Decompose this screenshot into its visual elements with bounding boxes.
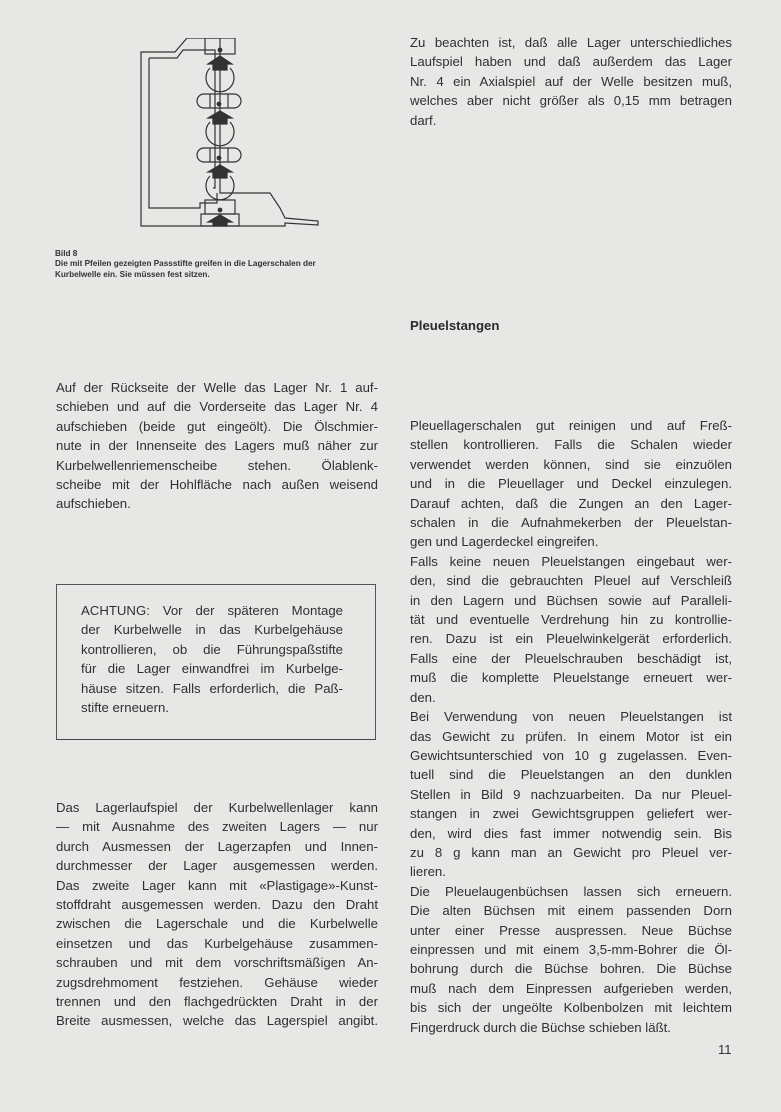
text-line: den, sind die gebrauchten Pleuel auf Verschleiß [410, 573, 732, 589]
text-line: nute in der Innenseite des Lagers muß näher zur [56, 438, 378, 454]
warning-note-text [81, 601, 343, 717]
text-line: das Gewicht zu prüfen. In einem Motor ist ein [410, 728, 732, 744]
text-line: Darauf achten, daß die Zungen an den Lager- [410, 495, 732, 511]
text-line: tuell sind die Pleuelstangen an den dunklen [410, 767, 732, 783]
text-line: — mit Ausnahme des zweiten Lagers — nur [56, 819, 378, 835]
text-line: Das zweite Lager kann mit «Plastigage»-Kunst- [56, 877, 378, 893]
text-line: Die Pleuelaugenbüchsen lassen sich erneuern. [410, 883, 732, 899]
figure-caption [55, 249, 385, 280]
text-line: kontrollieren, ob die Führungspaßstifte [81, 641, 343, 657]
text-line: Stellen in Bild 9 nachzuarbeiten. Da nur Pleuel- [410, 786, 732, 802]
text-line: Kurbelwellenriemenscheibe stehen. Ölablenk- [56, 457, 378, 473]
text-line: darf. [410, 112, 437, 128]
text-line: Die alten Büchsen mit einem passenden Dorn [410, 903, 732, 919]
text-line: trennen und den flachgedrückten Draht in der [56, 994, 378, 1010]
page-number: 11 [718, 1042, 732, 1057]
text-line: häuse sitzen. Falls erforderlich, die Paß- [81, 680, 343, 696]
text-line: Zu beachten ist, daß alle Lager unterschiedliches [410, 35, 732, 50]
text-line: Bei Verwendung von neuen Pleuelstangen ist [410, 709, 732, 725]
text-line: durch Ausmessen der Lagerzapfen und Innen- [56, 838, 378, 854]
section-heading: Pleuelstangen [410, 318, 500, 333]
text-line: für die Lager einwandfrei im Kurbelge- [81, 661, 343, 677]
text-line: gen und Lagerdeckel eingreifen. [410, 534, 599, 550]
warning-note-box [56, 584, 376, 740]
text-line: einpressen und mit einem 3,5-mm-Bohrer die Öl- [410, 941, 732, 957]
paragraph-bearing-install [56, 378, 378, 514]
paragraph-axial-play [410, 33, 732, 130]
text-line: Gewichtsunterschied von 10 g zugelassen. Even- [410, 747, 732, 763]
text-line: zwischen die Lagerschale und die Kurbelwelle [56, 916, 378, 932]
text-line: schrauben und mit dem vorschriftsmäßigen An- [56, 955, 378, 971]
text-line: ACHTUNG: Vor der späteren Montage [81, 603, 343, 618]
text-line: der Kurbelwelle in das Kurbelgehäuse [81, 622, 343, 638]
text-line: unter einer Presse auspressen. Neue Büchse [410, 922, 732, 938]
text-line: welches aber nicht größer als 0,15 mm betragen [410, 93, 732, 109]
text-line: verwendet werden können, sind sie einzuölen [410, 456, 732, 472]
text-line: stellen kontrollieren. Falls die Schalen wieder [410, 437, 732, 453]
text-line: Falls eine der Pleuelschrauben beschädigt ist, [410, 650, 732, 666]
paragraph-connecting-rods [410, 416, 732, 1037]
text-line: Breite ausmessen, welche das Lagerspiel angibt. [56, 1013, 378, 1029]
text-line: und in die Pleuellager und Deckel einzulegen. [410, 476, 732, 492]
text-line: in den Lagern und Büchsen sowie auf Paralleli- [410, 592, 732, 608]
text-line: zu 8 g kann man an Gewicht pro Pleuel ver- [410, 844, 732, 860]
text-line: Pleuellagerschalen gut reinigen und auf Freß- [410, 418, 732, 433]
text-line: Fingerdruck durch die Büchse schieben läßt. [410, 1019, 671, 1035]
text-line: muß die komplette Pleuelstange erneuert wer- [410, 670, 732, 686]
text-line: stangen in zwei Gewichtsgruppen geliefert wer- [410, 806, 732, 822]
text-line: den, wird dies fast immer notwendig sein. Bis [410, 825, 732, 841]
text-line: bohrung durch die Büchse bohren. Die Büchse [410, 961, 732, 977]
text-line: schieben und auf die Vorderseite das Lager Nr. 4 [56, 399, 378, 415]
caption-line: Kurbelwelle ein. Sie müssen fest sitzen. [55, 269, 210, 279]
text-line: muß nach dem Einpressen aufgerieben werden, [410, 980, 732, 996]
text-line: bis sich der ungeölte Kolbenbolzen mit leichtem [410, 1000, 732, 1016]
text-line: Nr. 4 ein Axialspiel auf der Welle besitzen muß, [410, 73, 732, 89]
text-line: schalen in die Aufnahmekerben der Pleuelstan- [410, 515, 732, 531]
text-line: Auf der Rückseite der Welle das Lager Nr. 1 auf- [56, 380, 378, 395]
text-line: Das Lagerlaufspiel der Kurbelwellenlager kann [56, 800, 378, 815]
text-line: lieren. [410, 864, 446, 880]
text-line: Laufspiel haben und daß außerdem das Lager [410, 54, 732, 70]
caption-line: Die mit Pfeilen gezeigten Passstifte greifen in die Lagerschalen der [55, 259, 316, 269]
text-line: stoffdraht ausgemessen werden. Dazu den Draht [56, 897, 378, 913]
text-line: einsetzen und das Kurbelgehäuse zusammen- [56, 935, 378, 951]
text-line: den. [410, 689, 436, 705]
text-line: scheibe mit der Hohlfläche nach außen weisend [56, 477, 378, 493]
text-line: Falls keine neuen Pleuelstangen eingebaut wer- [410, 553, 732, 569]
text-line: tät und eventuelle Verdrehung hin zu kontrollie- [410, 612, 732, 628]
text-line: aufschieben. [56, 496, 131, 512]
figure-label: Bild 8 [55, 249, 78, 258]
text-line: zugsdrehmoment festziehen. Gehäuse wieder [56, 974, 378, 990]
text-line: ren. Dazu ist ein Pleuelwinkelgerät erforderlich. [410, 631, 732, 647]
text-line: stifte erneuern. [81, 700, 169, 716]
text-line: aufschieben (beide gut eingeölt). Die Ölschmier- [56, 418, 378, 434]
text-line: durchmesser der Lager ausgemessen werden. [56, 858, 378, 874]
crankcase-diagram-figure [135, 38, 325, 238]
paragraph-bearing-clearance [56, 798, 378, 1031]
